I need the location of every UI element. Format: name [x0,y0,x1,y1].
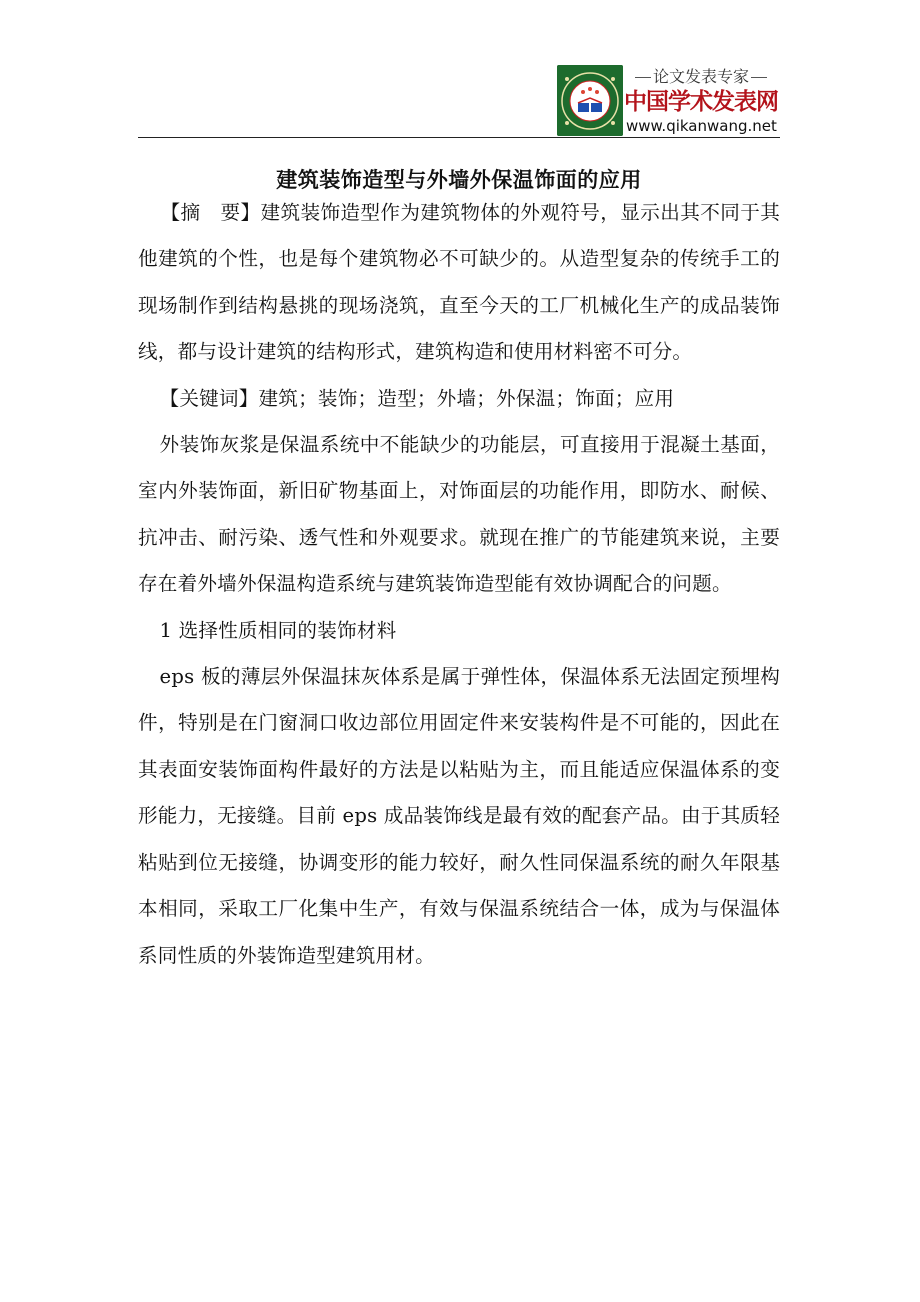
header-divider [138,137,780,138]
document-title: 建筑装饰造型与外墙外保温饰面的应用 [276,167,642,193]
section-heading: 1 选择性质相同的装饰材料 [159,618,397,642]
article-body [138,190,780,979]
intro-paragraph: 外装饰灰浆是保温系统中不能缺少的功能层，可直接用于混凝土基面，室内外装饰面，新旧矿物基面上，对饰面层的功能作用，即防水、耐候、抗冲击、耐污染、透气性和外观要求。就现在推广的节能建筑来说，主要存在着外墙外保温构造系统与建筑装饰造型能有效协调配合的问题。 [138,433,780,596]
keywords-paragraph: 【关键词】建筑；装饰；造型；外墙；外保温；饰面；应用 [159,386,675,410]
site-logo [556,64,780,137]
logo-site-name: 中国学术发表网 [624,89,778,115]
logo-slogan: 论文发表专家 [626,66,776,88]
seal-emblem-icon [557,65,623,136]
section-paragraph: eps 板的薄层外保温抹灰体系是属于弹性体，保温体系无法固定预埋构件，特别是在门窗洞口收边部位用固定件来安装构件是不可能的，因此在其表面安装饰面构件最好的方法是以粘贴为主，而且能适应保温体系的变形能力，无接缝。目前 eps 成品装饰线是最有效的配套产品。由于其质轻粘贴到位无接缝，协调变形的能力较好，耐久性同保温系统的耐久年限基本相同，采取工厂化集中生产，有效与保温系统结合一体，成为与保温体系同性质的外装饰造型建筑用材。 [138,665,780,967]
logo-url: www.qikanwang.net [626,117,777,135]
abstract-paragraph: 【摘 要】建筑装饰造型作为建筑物体的外观符号，显示出其不同于其他建筑的个性，也是每个建筑物必不可缺少的。从造型复杂的传统手工的现场制作到结构悬挑的现场浇筑，直至今天的工厂机械化生产的成品装饰线，都与设计建筑的结构形式，建筑构造和使用材料密不可分。 [138,201,780,364]
